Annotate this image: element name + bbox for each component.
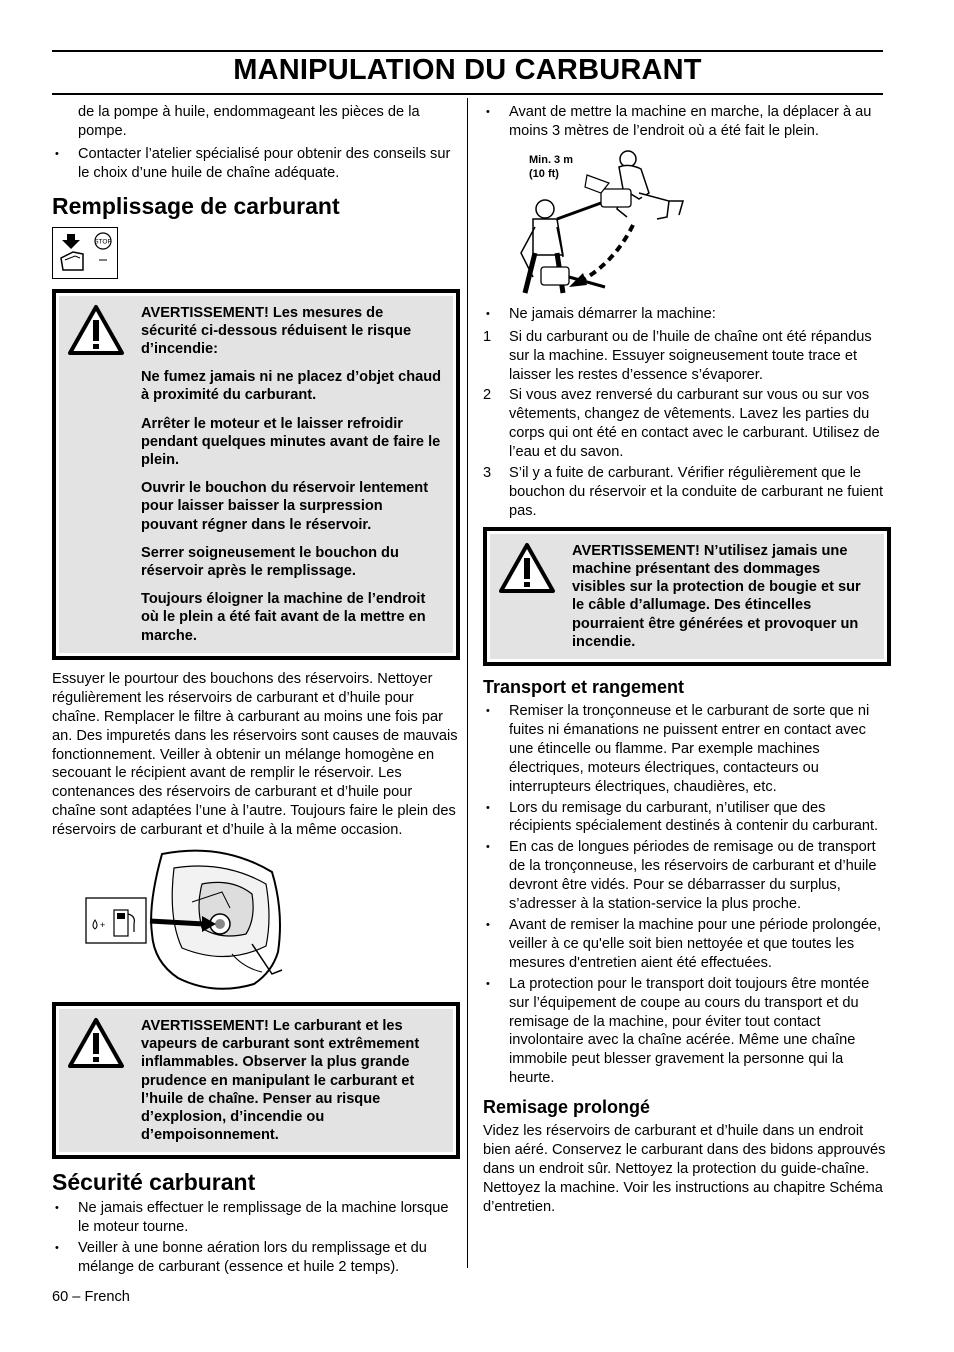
chainsaw-tank-figure (52, 844, 460, 994)
warning-box-fire (52, 289, 460, 660)
list-item: • Contacter l’atelier spécialisé pour obtenir des conseils sur le choix d’une huile de chaîne adéquate. (52, 145, 460, 183)
storage-paragraph: Videz les réservoirs de carburant et d’huile dans un endroit bien aéré. Conservez le carburant dans des bidons approuvés dans un endroit sûr. Nettoyez la protection du guide-chaîne. Nettoyez la machine. Voir les instructions au chapitre Schéma d’entretien. (483, 1123, 886, 1215)
warning-text: Serrer soigneusement le bouchon du réservoir après le remplissage. (141, 544, 399, 580)
section-title-transport: Transport et rangement (483, 677, 685, 697)
warning-triangle-icon (67, 1017, 125, 1069)
warning-text: Ne fumez jamais ni ne placez d’objet chaud à proximité du carburant. (141, 369, 442, 404)
refuel-paragraph: Essuyer le pourtour des bouchons des réservoirs. Nettoyer régulièrement les réservoirs de carburant et d’huile pour chaîne. Remplacer le filtre à carburant au moins une fois par an. Des impuretés dans les réservoirs sont causes de mauvais fonctionnement. Veiller à obtenir un mélange homogène en secouant le récipient avant de remplir le réservoir. Les contenances des réservoirs de carburant et d’huile pour chaîne sont adaptées l’une à l’autre. Toujours faire le plein des réservoirs de carburant et d’huile à la même occasion. (52, 670, 458, 839)
list-item: 1 Si du carburant ou de l’huile de chaîne ont été répandus sur la machine. Essuyer soigneusement toute trace et laisser les restes d’essence s’évaporer. (483, 328, 872, 383)
list-item: • Avant de remiser la machine pour une période prolongée, veiller à ce qu'elle soit bien nettoyée et que toutes les mesures d'entretien aient été effectuées. (483, 916, 891, 973)
warning-text: AVERTISSEMENT! Le carburant et les vapeurs de carburant sont extrêmement inflammables. Observer la plus grande prudence en manipulant le carburant et l’huile de chaîne. Penser au risque d’explosion, d’incendie ou d’empoisonnement. (141, 1018, 420, 1144)
warning-text: Arrêter le moteur et le laisser refroidir pendant quelques minutes avant de faire le plein. (141, 415, 441, 469)
right-column (483, 103, 891, 1221)
warning-triangle-icon (67, 304, 125, 356)
transport-list (483, 702, 891, 1088)
list-item: • Ne jamais effectuer le remplissage de la machine lorsque le moteur tourne. (52, 1199, 460, 1237)
svg-text:+: + (100, 920, 106, 931)
warning-box-flammable (52, 1002, 460, 1159)
list-item: • En cas de longues périodes de remisage ou de transport de la tronçonneuse, les réservoirs de carburant et d’huile devront être vidés. Pour se débarrasser du surplus, s’adresser à la station-service la plus proche. (483, 838, 891, 914)
warning-triangle-icon (498, 542, 556, 594)
header-rule-top (52, 50, 883, 52)
securite-list (52, 1199, 460, 1277)
section-title-remisage: Remisage prolongé (483, 1097, 651, 1118)
list-item: • Ne jamais démarrer la machine: (483, 305, 891, 324)
warning-text: Toujours éloigner la machine de l’endroit où le plein a été fait avant de la mettre en marche. (141, 591, 426, 644)
svg-text:(10 ft): (10 ft) (529, 167, 559, 180)
list-item: • Lors du remisage du carburant, n’utiliser que des récipients spécialement destinés à contenir du carburant. (483, 799, 891, 837)
svg-text:STOP: STOP (94, 238, 112, 246)
start-distance-list (483, 103, 891, 141)
section-title-securite: Sécurité carburant (52, 1169, 256, 1196)
list-item: • Avant de mettre la machine en marche, la déplacer à au moins 3 mètres de l’endroit où a été fait le plein. (483, 103, 891, 141)
header-rule-bottom (52, 93, 883, 95)
column-divider (467, 98, 468, 1268)
list-item: • Veiller à une bonne aération lors du remplissage et du mélange de carburant (essence et huile 2 temps). (52, 1239, 460, 1277)
intro-continuation: de la pompe à huile, endommageant les pièces de la pompe. (78, 104, 420, 139)
warning-text: AVERTISSEMENT! N’utilisez jamais une machine présentant des dommages visibles sur la protection de bougie et sur le câble d’allumage. Des étincelles pourraient être générées et provoquer un incendie. (572, 542, 861, 650)
never-start-conditions (483, 328, 891, 521)
list-item: • Remiser la tronçonneuse et le carburant de sorte que ni fuites ni émanations ne puissent entrer en contact avec une étincelle ou flamme. Par exemple machines électriques, moteurs électriques, contacteurs ou interrupteurs électriques, chaudières, etc. (483, 702, 891, 797)
svg-text:Min. 3 m: Min. 3 m (529, 153, 574, 166)
warning-text: Ouvrir le bouchon du réservoir lentement pour laisser baisser la surpression pouvant régner dans le réservoir. (141, 480, 429, 533)
warning-text: AVERTISSEMENT! Les mesures de sécurité ci-dessous réduisent le risque d’incendie: (141, 304, 412, 358)
page-footer: 60 – French (52, 1289, 130, 1305)
left-column (52, 103, 460, 1281)
refuel-stop-symbol (52, 227, 118, 279)
list-item: 3 S’il y a fuite de carburant. Vérifier régulièrement que le bouchon du réservoir et la conduite de carburant ne fuient pas. (483, 465, 884, 519)
section-title-remplissage: Remplissage de carburant (52, 192, 340, 219)
intro-list (52, 145, 460, 183)
page-title: MANIPULATION DU CARBURANT (233, 54, 702, 86)
distance-figure (483, 149, 891, 299)
list-item: • La protection pour le transport doit toujours être montée sur l’équipement de coupe au cours du transport et du remisage de la machine, pour éviter tout contact involontaire avec la chaîne acérée. Même une chaîne immobile peut blesser gravement la personne qui la heurte. (483, 975, 891, 1088)
warning-box-ignition (483, 527, 891, 666)
never-start-list (483, 305, 891, 324)
list-item: 2 Si vous avez renversé du carburant sur vous ou sur vos vêtements, changez de vêtements. Lavez les parties du corps qui ont été en contact avec le carburant. Utilisez de l’eau et du savon. (483, 387, 880, 461)
engine-stop-icon (53, 228, 117, 278)
